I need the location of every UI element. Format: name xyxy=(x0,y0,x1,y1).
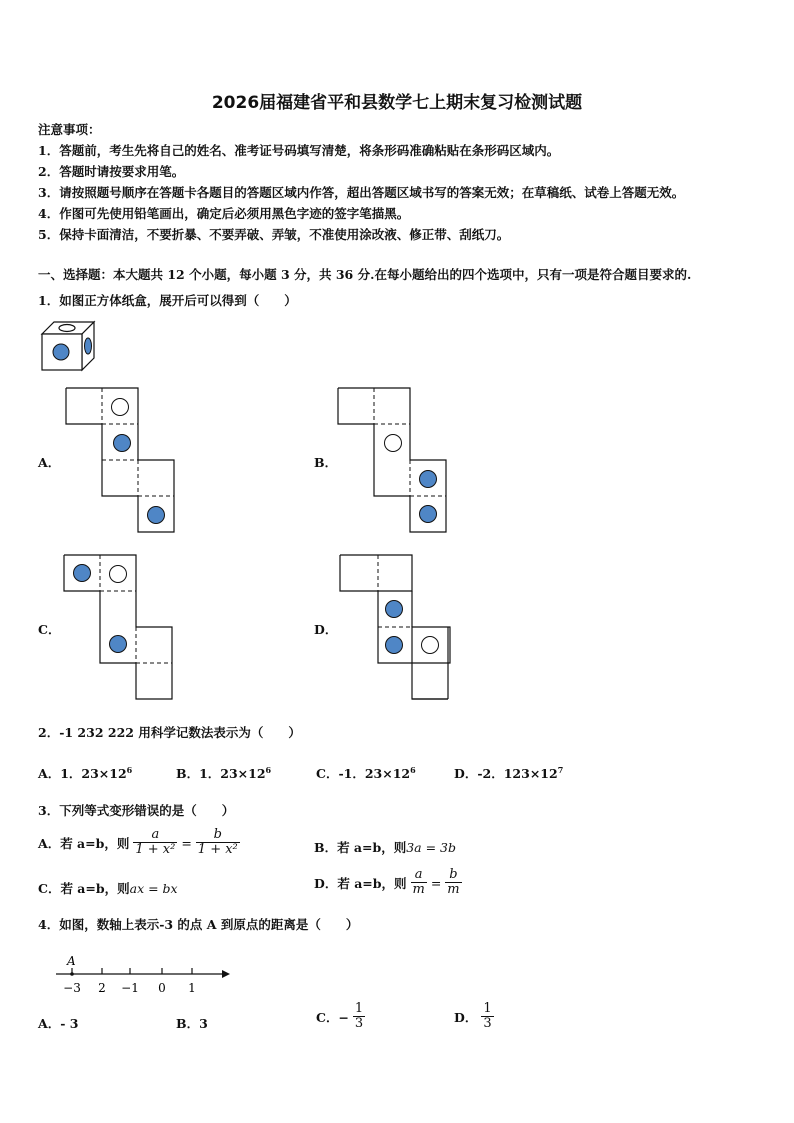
q4-option-b: B．3 xyxy=(176,1016,208,1031)
q3-stem: 3．下列等式变形错误的是（ ） xyxy=(38,803,235,818)
tick-label: 2 xyxy=(98,981,106,995)
q1-option-c-net xyxy=(64,555,174,701)
q3-option-d: D．若 a=b，则 $\frac{a}{m}$ = $\frac{b}{m}$ xyxy=(314,867,460,898)
q1-option-b-label: B． xyxy=(314,455,338,470)
q4-option-a: A．- 3 xyxy=(38,1016,79,1031)
q4-option-c: C．− $\frac{1}{3}$ xyxy=(316,1001,364,1032)
q3-option-b: B．若 a=b，则3a = 3b xyxy=(314,840,457,855)
notice-item-2: 2．答题时请按要求用笔。 xyxy=(38,164,185,179)
tick-label: 0 xyxy=(158,981,166,995)
cube-figure xyxy=(40,320,100,372)
point-a-label: A xyxy=(67,954,76,968)
notice-item-4: 4．作图可先使用铅笔画出，确定后必须用黑色字迹的签字笔描黑。 xyxy=(38,206,410,221)
notice-item-1: 1．答题前，考生先将自己的姓名、准考证号码填写清楚，将条形码准确粘贴在条形码区域内。 xyxy=(38,143,560,158)
tick-label: −3 xyxy=(63,981,81,995)
q4-stem: 4．如图，数轴上表示-3 的点 A 到原点的距离是（ ） xyxy=(38,917,359,932)
section-heading: 一、选择题：本大题共 12 个小题，每小题 3 分，共 36 分.在每小题给出的四个选项中，只有一项是符合题目要求的. xyxy=(38,267,692,282)
q2-option-c: C．-1．$23\times 12^6$ xyxy=(316,764,416,781)
notice-heading: 注意事项： xyxy=(38,122,101,137)
q2-option-b: B．1．$23\times 12^6$ xyxy=(176,764,272,781)
q1-option-d-label: D． xyxy=(314,622,338,637)
q3-option-c: C．若 a=b，则ax = bx xyxy=(38,881,178,896)
q1-option-a-net xyxy=(66,388,176,534)
q2-option-d: D．-2．$123\times 12^7$ xyxy=(454,764,564,781)
q1-option-d-net xyxy=(340,555,452,701)
page-title: 2026届福建省平和县数学七上期末复习检测试题 xyxy=(211,93,583,113)
q2-stem: 2．-1 232 222 用科学记数法表示为（ ） xyxy=(38,725,301,740)
q1-option-c-label: C． xyxy=(38,622,61,637)
q4-option-d: D． $\frac{1}{3}$ xyxy=(454,1001,492,1032)
notice-item-5: 5．保持卡面清洁，不要折暴、不要弄破、弄皱，不准使用涂改液、修正带、刮纸刀。 xyxy=(38,227,510,242)
tick-label: 1 xyxy=(188,981,196,995)
q1-stem: 1．如图正方体纸盒，展开后可以得到（ ） xyxy=(38,293,297,308)
q3-option-a: A．若 a=b，则 $\frac{a}{\text{1 + x²}}$ = $\frac{b}{\text{1 + x²}}$ xyxy=(38,827,238,858)
number-line xyxy=(56,950,230,998)
q1-option-b-net xyxy=(338,388,448,534)
q1-option-a-label: A． xyxy=(38,455,61,470)
tick-label: −1 xyxy=(121,981,139,995)
q2-option-a: A．1．$23\times 12^6$ xyxy=(38,764,133,781)
notice-item-3: 3．请按照题号顺序在答题卡各题目的答题区域内作答，超出答题区域书写的答案无效；在草稿纸、试卷上答题无效。 xyxy=(38,185,685,200)
